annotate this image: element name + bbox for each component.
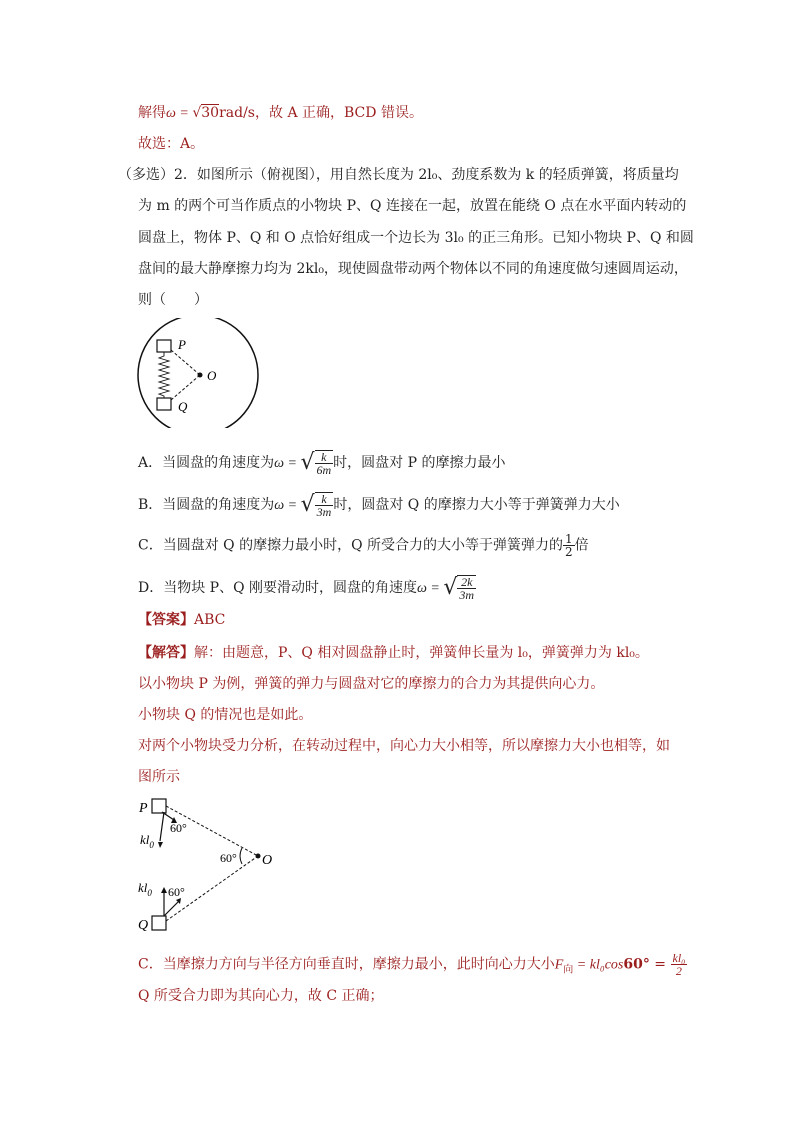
- spring: [159, 352, 169, 398]
- option-b-prefix: B．当圆盘的角速度为: [138, 497, 275, 513]
- label-q: Q: [178, 399, 188, 414]
- kl0-top: $kl_0$: [140, 832, 154, 850]
- sqrt-d: √: [443, 575, 458, 600]
- question-line-3: 圆盘上，物体 P、Q 和 O 点恰好组成一个边长为 3l₀ 的正三角形。已知小物块 P、Q 和圆: [138, 230, 694, 246]
- sqrt-a: √: [300, 450, 315, 475]
- conclusion-c: [138, 952, 687, 980]
- solve-prefix: 解得: [138, 105, 166, 121]
- frac-a: $\frac{k}{6m}$: [316, 450, 332, 477]
- option-c-suffix: 倍: [574, 537, 589, 554]
- f-angle: 60°: [623, 956, 650, 973]
- center-o-2: [256, 854, 261, 859]
- block-p-2: [152, 799, 166, 813]
- omega-eq-b: ω =: [274, 498, 301, 513]
- disk-figure: [134, 318, 264, 428]
- option-a: [138, 450, 506, 476]
- angle-bottom: 60°: [168, 885, 185, 899]
- label-q-2: Q: [138, 918, 149, 933]
- analysis-line-3: 小物块 Q 的情况也是如此。: [138, 707, 313, 723]
- question-line-4: 盘间的最大静摩擦力均为 2kl₀，现使圆盘带动两个物体以不同的角速度做匀速圆周运动，: [138, 261, 688, 277]
- option-b-suffix: 时，圆盘对 Q 的摩擦力大小等于弹簧弹力大小: [333, 497, 620, 513]
- f-symbol: F: [554, 957, 564, 973]
- analysis-text-1: 解：由题意，P、Q 相对圆盘静止时，弹簧伸长量为 l₀，弹簧弹力为 kl₀。: [194, 645, 649, 661]
- question-line-5: 则（ ）: [138, 292, 208, 308]
- analysis-line-2: 以小物块 P 为例，弹簧的弹力与圆盘对它的摩擦力的合力为其提供向心力。: [138, 676, 605, 692]
- frac-c: $\frac{1}{2}$: [565, 532, 573, 559]
- conclusion-q: Q 所受合力即为其向心力，故 C 正确；: [138, 988, 384, 1004]
- question-line-1: （多选）2．如图所示（俯视图），用自然长度为 2l₀、劲度系数为 k 的轻质弹簧，将质量均: [118, 167, 679, 183]
- frac-b: $\frac{k}{3m}$: [316, 492, 332, 519]
- block-q: [157, 398, 171, 410]
- analysis-line-1: [138, 643, 649, 663]
- option-d-prefix: D．当物块 P、Q 刚要滑动时，圆盘的角速度: [138, 580, 418, 596]
- analysis-line-5: 图所示: [138, 769, 180, 785]
- unit: rad/s: [219, 105, 255, 121]
- label-p: P: [178, 337, 186, 352]
- answer-tag: 【答案】: [138, 612, 194, 628]
- choose-line: 故选：A。: [138, 136, 205, 152]
- option-a-prefix: A．当圆盘的角速度为: [138, 455, 275, 471]
- option-a-suffix: 时，圆盘对 P 的摩擦力最小: [333, 455, 506, 471]
- eq2: =: [649, 956, 671, 973]
- angle-o: 60°: [220, 851, 237, 865]
- answer-line: [138, 610, 225, 630]
- frac-d: $\frac{2k}{3m}$: [459, 575, 475, 602]
- force-diagram: [130, 792, 290, 942]
- omega-eq-a: ω =: [274, 456, 301, 471]
- option-d: [138, 575, 476, 601]
- label-p-2: P: [139, 801, 148, 816]
- center-o: [198, 373, 203, 378]
- conclusion-c-text: C．当摩擦力方向与半径方向垂直时，摩擦力最小，此时向心力大小: [138, 956, 555, 973]
- angle-top: 60°: [170, 821, 187, 835]
- analysis-tag: 【解答】: [138, 645, 194, 661]
- kl0-bottom: $kl_0$: [138, 880, 152, 898]
- omega-eq-d: ω =: [417, 581, 444, 596]
- option-b: [138, 492, 620, 518]
- label-o: O: [207, 368, 217, 383]
- label-o-2: O: [262, 853, 273, 868]
- f-equation: = kl₀cos: [573, 957, 624, 973]
- block-q-2: [152, 916, 166, 930]
- option-c: [138, 533, 589, 558]
- sqrt-b: √: [300, 492, 315, 517]
- omega-symbol: ω =: [166, 106, 193, 121]
- option-c-text: C．当圆盘对 Q 的摩擦力最小时，Q 所受合力的大小等于弹簧弹力的: [138, 537, 564, 554]
- solve-line: [138, 103, 423, 124]
- question-line-2: 为 m 的两个可当作质点的小物块 P、Q 连接在一起，放置在能绕 O 点在水平面内转动的: [138, 198, 687, 214]
- f-sub: 向: [563, 964, 574, 976]
- sqrt-value: √30: [192, 105, 220, 121]
- analysis-line-4: 对两个小物块受力分析，在转动过程中，向心力大小相等，所以摩擦力大小也相等，如: [138, 738, 670, 754]
- block-p: [157, 340, 171, 352]
- solve-suffix: ，故 A 正确，BCD 错误。: [255, 105, 423, 121]
- answer-value: ABC: [194, 612, 226, 628]
- frac-conclusion: $\frac{\text{kl₀}}{2}$: [672, 951, 686, 978]
